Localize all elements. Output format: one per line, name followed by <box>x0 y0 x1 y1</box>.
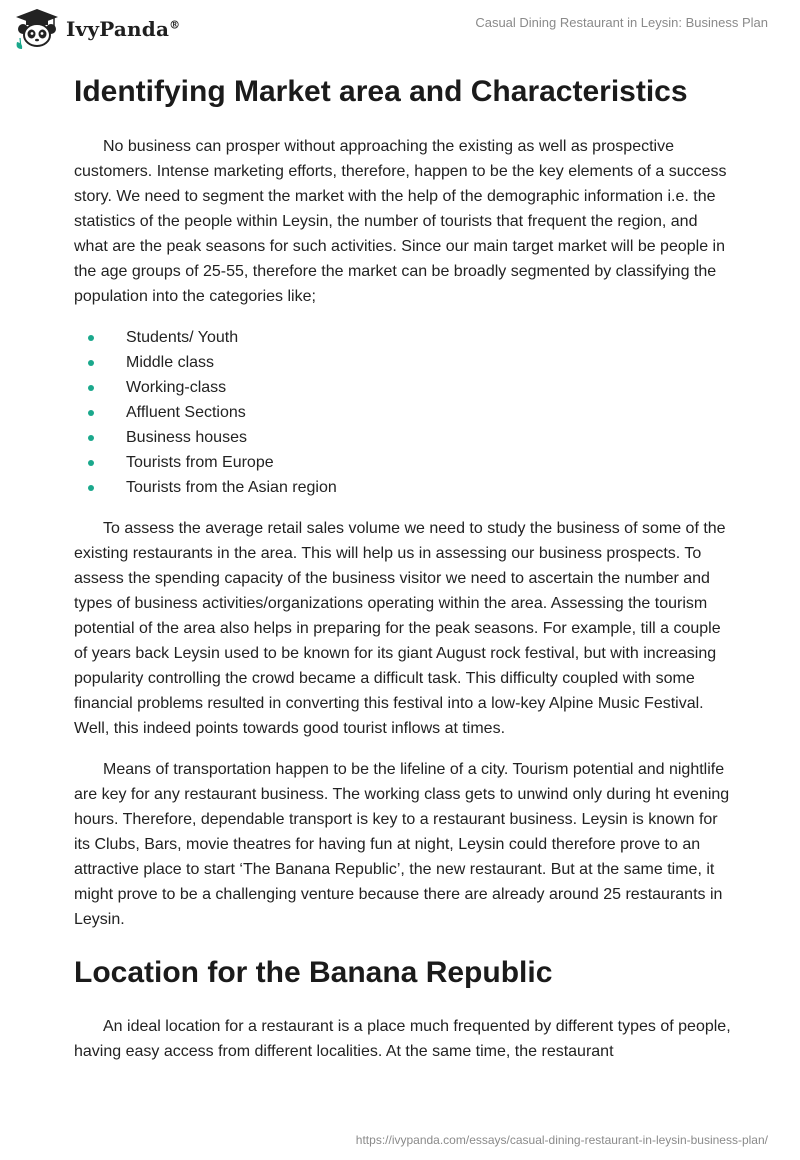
bullet-icon <box>88 460 94 466</box>
document-title: Casual Dining Restaurant in Leysin: Business Plan <box>475 15 768 30</box>
bullet-icon <box>88 385 94 391</box>
article-body <box>74 73 734 1064</box>
list-item: Working-class <box>74 375 734 400</box>
section-heading-market-area: Identifying Market area and Characteristics <box>74 75 688 108</box>
bullet-icon <box>88 360 94 366</box>
paragraph-transportation: Means of transportation happen to be the lifeline of a city. Tourism potential and nightlife are key for any restaurant business. The working class gets to unwind only during ht evening hours. Therefore, dependable transport is key to a restaurant business. Leysin is known for its Clubs, Bars, movie theatres for having fun at night, Leysin could therefore prove to an attractive place to start ‘The Banana Republic’, the new restaurant. But at the same time, it might prove to be a challenging venture because there are already around 25 restaurants in Leysin. <box>74 761 730 928</box>
list-item: Affluent Sections <box>74 400 734 425</box>
paragraph-sales-volume: To assess the average retail sales volume we need to study the business of some of the existing restaurants in the area. This will help us in assessing our business prospects. To assess the spending capacity of the business visitor we need to ascertain the number and types of business activities/organizations operating within the area. Assessing the tourism potential of the area also helps in preparing for the peak seasons. For example, till a couple of years back Leysin used to be known for its giant August rock festival, but with increasing popularity controlling the crowd became a difficult task. This difficulty coupled with some financial problems resulted in converting this festival into a low-key Alpine Music Festival. Well, this indeed points towards good tourist inflows at times. <box>74 520 726 737</box>
paragraph-location-intro: An ideal location for a restaurant is a place much frequented by different types of people, having easy access from different localities. At the same time, the restaurant <box>74 1018 731 1060</box>
source-url-link[interactable]: https://ivypanda.com/essays/casual-dining-restaurant-in-leysin-business-plan/ <box>355 1133 768 1147</box>
page-header <box>0 0 800 60</box>
bullet-icon <box>88 435 94 441</box>
list-item: Tourists from the Asian region <box>74 475 734 500</box>
market-segments-list <box>74 325 734 500</box>
bullet-icon <box>88 410 94 416</box>
paragraph-market-intro: No business can prosper without approaching the existing as well as prospective customers. Intense marketing efforts, therefore, happen to be the key elements of a success story. We need to segment the market with the help of the demographic information i.e. the statistics of the people within Leysin, the number of tourists that frequent the region, and what are the peak seasons for such activities. Since our main target market will be people in the age groups of 25-55, therefore the market can be broadly segmented by classifying the population into the categories like; <box>74 138 727 305</box>
brand-name: IvyPanda® <box>66 17 181 41</box>
bullet-icon <box>88 485 94 491</box>
list-item: Students/ Youth <box>74 325 734 350</box>
list-item: Business houses <box>74 425 734 450</box>
list-item: Tourists from Europe <box>74 450 734 475</box>
bullet-icon <box>88 335 94 341</box>
section-heading-location: Location for the Banana Republic <box>74 956 553 989</box>
list-item: Middle class <box>74 350 734 375</box>
panda-graduate-icon <box>14 8 60 50</box>
ivypanda-logo[interactable] <box>14 8 180 50</box>
